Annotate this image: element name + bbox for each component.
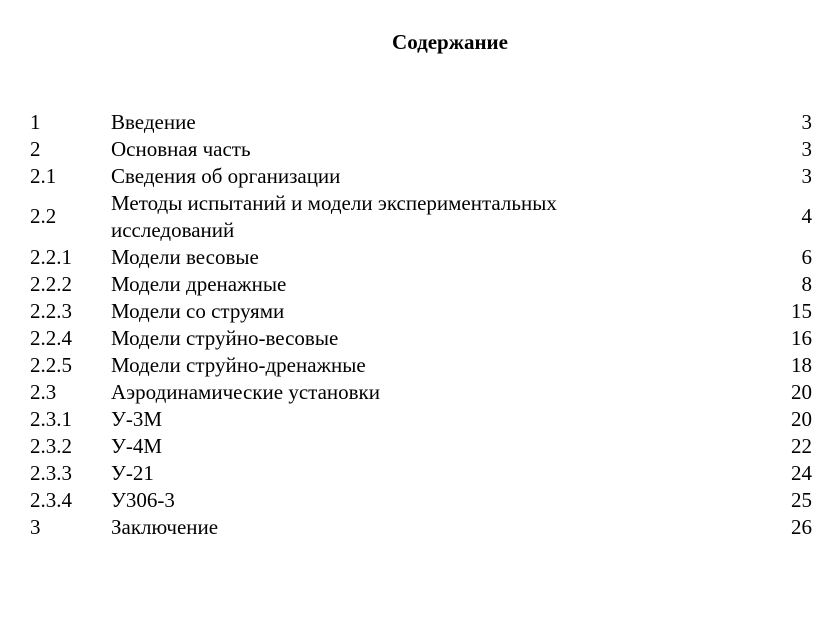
toc-entry: [30, 298, 812, 325]
toc-entry-page: 20: [791, 407, 812, 431]
toc-entry: [30, 109, 812, 136]
toc-entry-number: 3: [30, 515, 41, 539]
toc-entry-title: У306-3: [111, 488, 175, 512]
toc-entry-title: Модели весовые: [111, 245, 259, 269]
toc-entry: [30, 163, 812, 190]
toc-entry-page: 16: [791, 326, 812, 350]
toc-entry: [30, 190, 812, 244]
toc-entry-title: Аэродинамические установки: [111, 380, 380, 404]
toc-entry-title: Методы испытаний и модели экспериментальных исследований: [111, 191, 557, 242]
toc-entry-page: 20: [791, 380, 812, 404]
toc-entry-title: Заключение: [111, 515, 219, 539]
toc-entry: [30, 460, 812, 487]
toc-entry-title: У-3М: [111, 407, 163, 431]
toc-entry-number: 2.2: [30, 204, 57, 228]
toc-entry-number: 2.2.3: [30, 299, 72, 323]
toc-entry-page: 25: [791, 488, 812, 512]
table-of-contents: [30, 109, 812, 541]
toc-entry-page: 3: [801, 110, 812, 134]
toc-entry-number: 2.2.2: [30, 272, 72, 296]
toc-entry-number: 2: [30, 137, 41, 161]
toc-entry: [30, 487, 812, 514]
toc-entry-number: 2.2.1: [30, 245, 72, 269]
toc-entry-number: 2.3.3: [30, 461, 72, 485]
toc-entry-page: 24: [791, 461, 812, 485]
toc-entry-page: 15: [791, 299, 812, 323]
toc-entry: [30, 433, 812, 460]
toc-entry-number: 2.1: [30, 164, 57, 188]
toc-entry: [30, 379, 812, 406]
toc-entry-number: 2.2.5: [30, 353, 72, 377]
toc-entry-title: Модели дренажные: [111, 272, 287, 296]
toc-entry: [30, 271, 812, 298]
toc-entry: [30, 136, 812, 163]
toc-entry: [30, 244, 812, 271]
toc-entry-title: Модели со струями: [111, 299, 285, 323]
toc-entry-page: 18: [791, 353, 812, 377]
toc-entry: [30, 352, 812, 379]
toc-entry-page: 6: [801, 245, 812, 269]
toc-entry-number: 2.3.1: [30, 407, 72, 431]
toc-entry-page: 26: [791, 515, 812, 539]
toc-entry-page: 4: [801, 204, 812, 228]
toc-entry-title: Модели струйно-дренажные: [111, 353, 366, 377]
toc-entry: [30, 406, 812, 433]
page-title: Содержание: [392, 30, 508, 54]
toc-entry: [30, 325, 812, 352]
toc-entry-title: Основная часть: [111, 137, 251, 161]
toc-entry-page: 3: [801, 164, 812, 188]
toc-entry-title: Модели струйно-весовые: [111, 326, 339, 350]
toc-entry-number: 2.3: [30, 380, 57, 404]
toc-entry-title: Сведения об организации: [111, 164, 341, 188]
toc-entry-page: 22: [791, 434, 812, 458]
toc-entry-page: 3: [801, 137, 812, 161]
toc-entry-number: 2.2.4: [30, 326, 72, 350]
toc-entry-title: Введение: [111, 110, 196, 134]
toc-entry-page: 8: [801, 272, 812, 296]
toc-entry: [30, 514, 812, 541]
toc-entry-number: 1: [30, 110, 41, 134]
toc-entry-number: 2.3.4: [30, 488, 72, 512]
toc-entry-number: 2.3.2: [30, 434, 72, 458]
toc-entry-title: У-21: [111, 461, 154, 485]
toc-entry-title: У-4М: [111, 434, 163, 458]
